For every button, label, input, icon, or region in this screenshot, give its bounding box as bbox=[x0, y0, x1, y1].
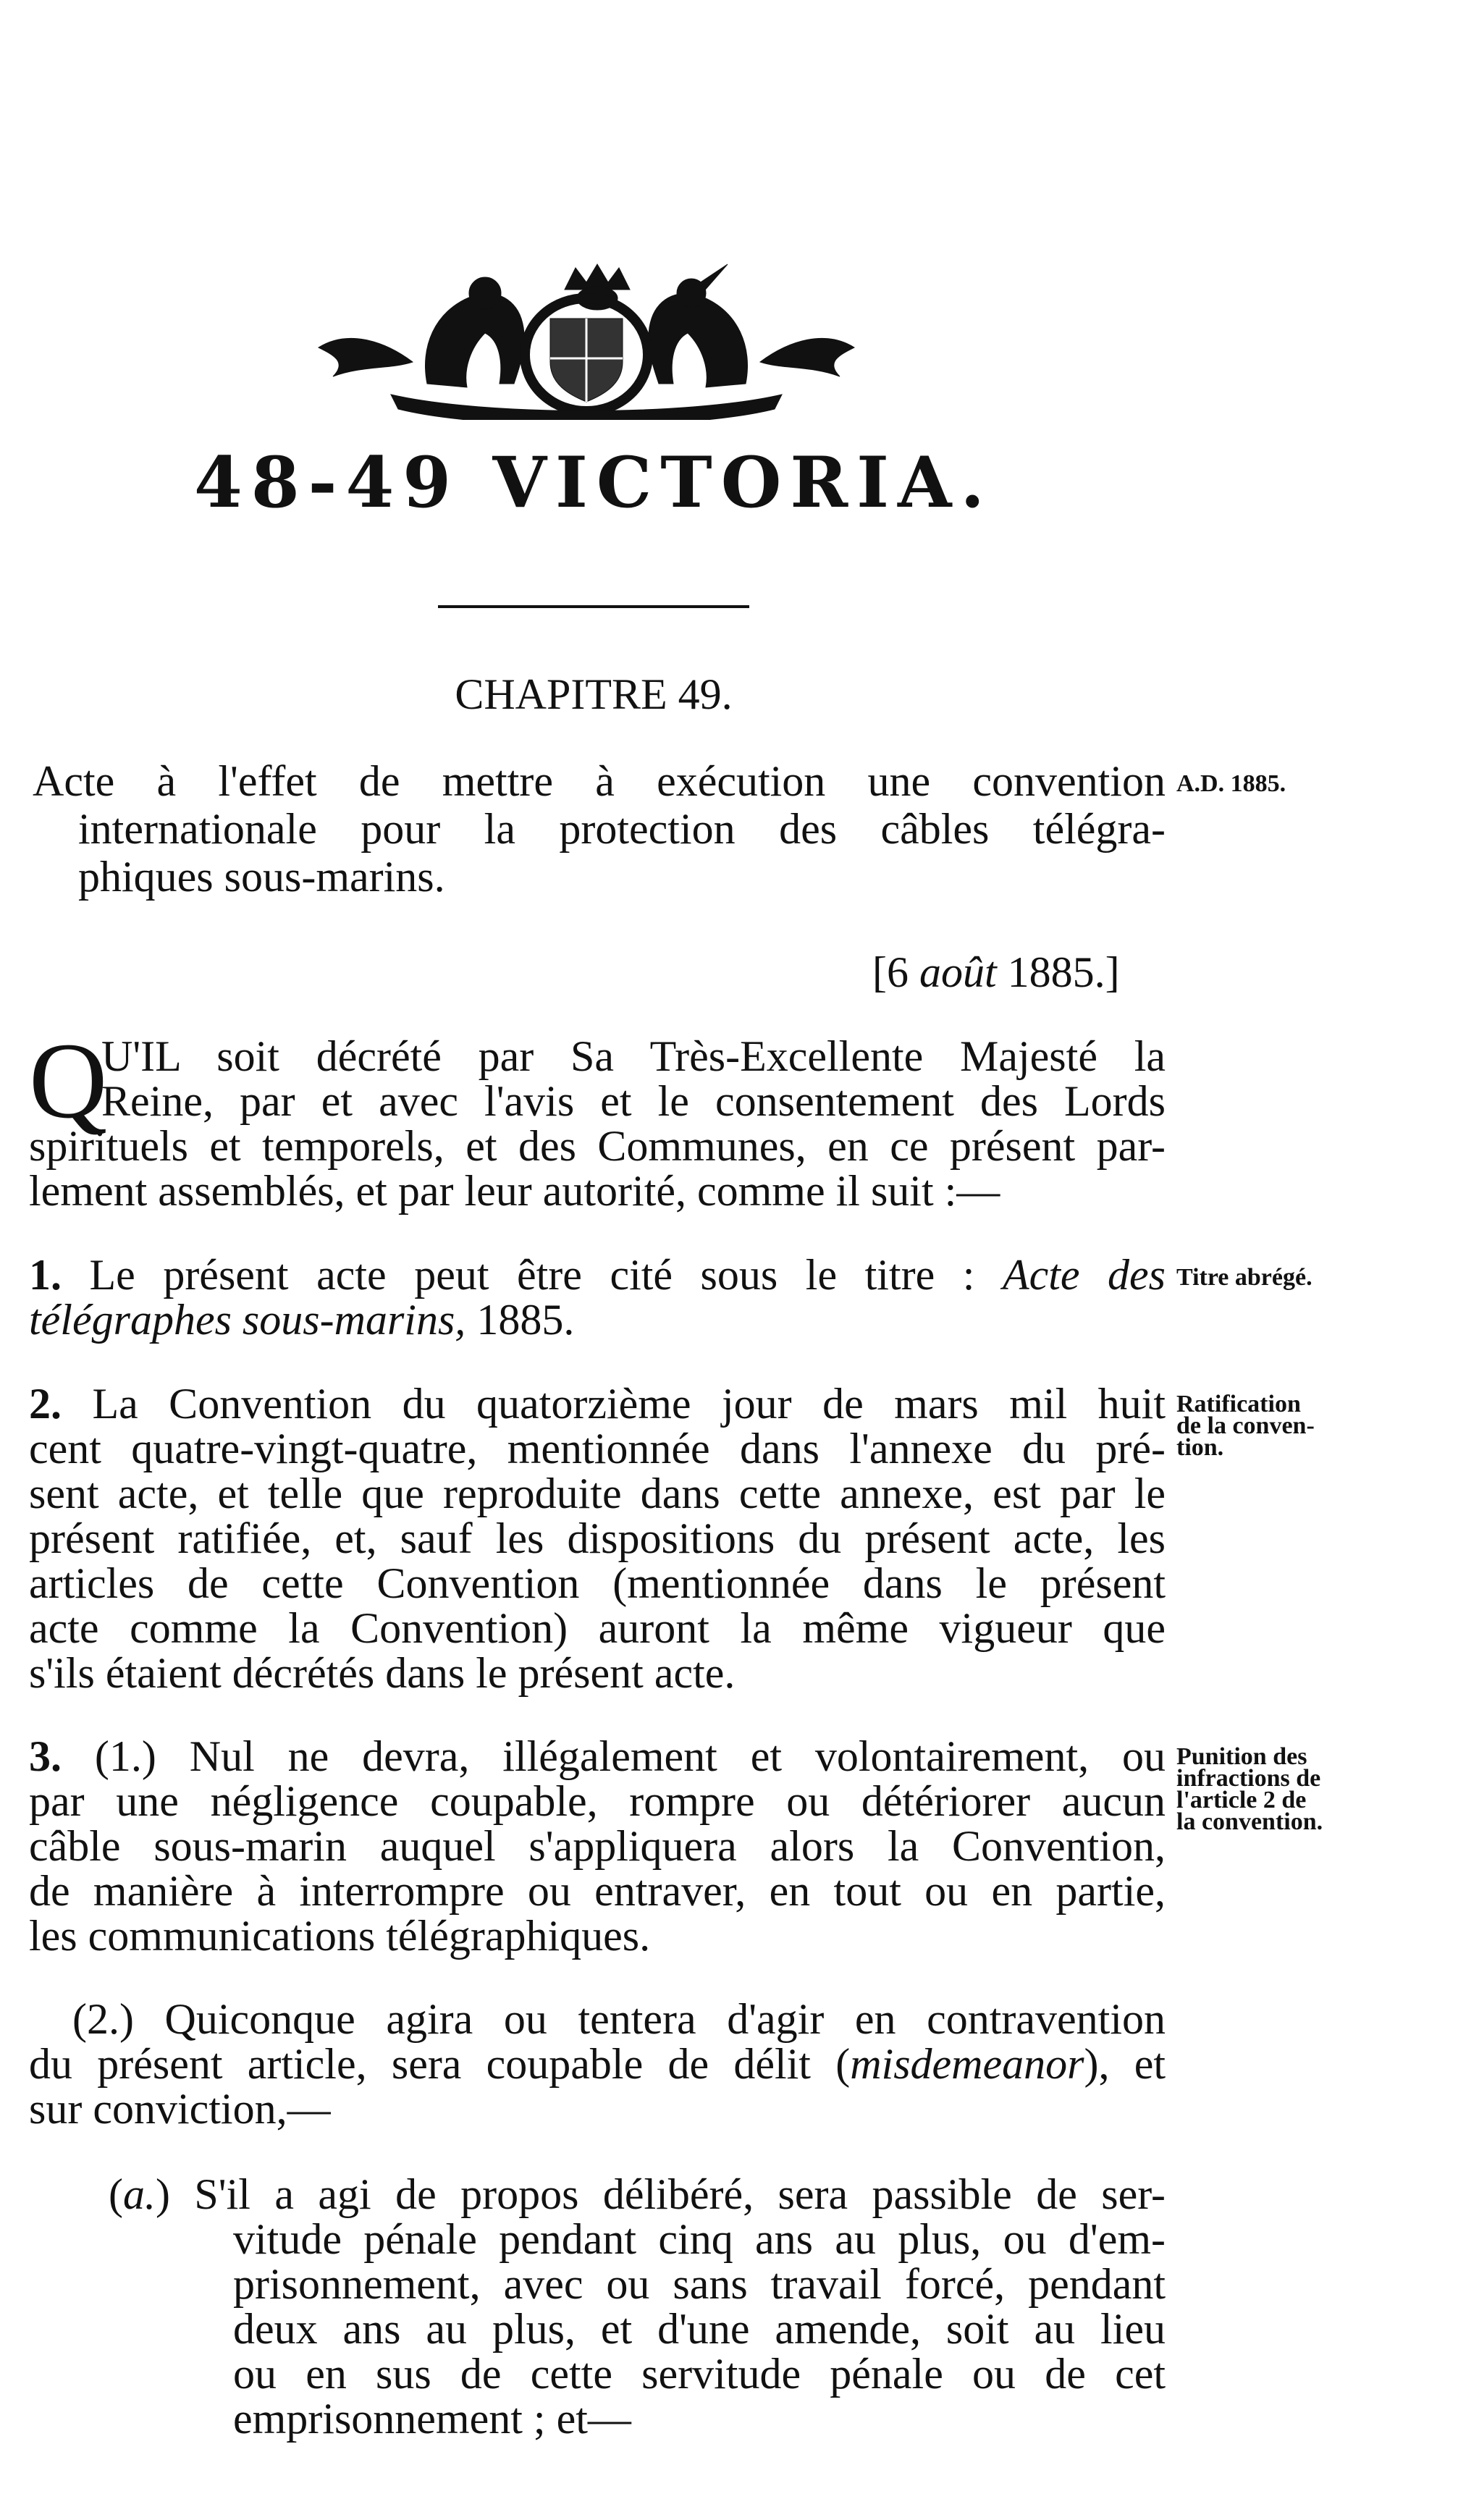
section-2-line-3: sent acte, et telle que reproduite dans cette annexe, est par le bbox=[29, 1470, 1166, 1517]
section-3-line-2: par une négligence coupable, rompre ou détériorer aucun bbox=[29, 1777, 1166, 1825]
section-3-line-4: de manière à interrompre ou entraver, en tout ou en partie, bbox=[29, 1867, 1166, 1915]
section-3-number: 3. bbox=[29, 1732, 62, 1780]
section-3-2a-line-4: deux ans au plus, et d'une amende, soit au lieu bbox=[233, 2305, 1166, 2353]
clause-label: (a.) bbox=[109, 2170, 170, 2218]
margin-note-punishment: Punition des infractions de l'article 2 de la convention. bbox=[1176, 1743, 1323, 1835]
royal-coat-of-arms-icon bbox=[304, 261, 869, 420]
enacting-line-1: U'IL soit décrété par Sa Très-Excellente Majesté la bbox=[101, 1032, 1166, 1080]
margin-note-ratification: Ratification de la conven- tion. bbox=[1176, 1391, 1315, 1461]
assent-date bbox=[872, 950, 1120, 995]
date-rest: 1885.] bbox=[996, 948, 1120, 996]
title-divider bbox=[438, 605, 749, 608]
drop-cap: Q bbox=[29, 1021, 108, 1141]
enacting-line-3: spirituels et temporels, et des Communes, en ce présent par- bbox=[29, 1122, 1166, 1170]
margin-note-ad-year: A.D. 1885. bbox=[1176, 770, 1286, 797]
date-open: [6 bbox=[872, 948, 919, 996]
preamble-line-3: phiques sous-marins. bbox=[78, 853, 445, 901]
section-3-2-line-3: sur conviction,— bbox=[29, 2085, 331, 2133]
section-3-line-3: câble sous-marin auquel s'appliquera alors la Convention, bbox=[29, 1822, 1166, 1870]
act-title: 48-49 VICTORIA. bbox=[194, 442, 993, 523]
section-3-2a-line-5: ou en sus de cette servitude pénale ou de cet bbox=[233, 2350, 1166, 2398]
section-3-2a-line-2: vitude pénale pendant cinq ans au plus, ou d'em- bbox=[233, 2215, 1166, 2263]
section-3-line-1: 3. (1.) Nul ne devra, illégalement et volontairement, ou bbox=[29, 1732, 1166, 1780]
section-3-2a-line-6: emprisonnement ; et— bbox=[233, 2395, 631, 2443]
section-3-2a-line-1: (a.) S'il a agi de propos délibéré, sera passible de ser- bbox=[109, 2170, 1166, 2218]
section-1-line-2: télégraphes sous-marins, 1885. bbox=[29, 1296, 575, 1344]
section-1-line-1: 1. Le présent acte peut être cité sous le titre : Acte des bbox=[29, 1251, 1166, 1299]
chapter-heading: CHAPITRE 49. bbox=[455, 670, 733, 718]
section-1-number: 1. bbox=[29, 1251, 62, 1299]
section-2-line-4: présent ratifiée, et, sauf les dispositions du présent acte, les bbox=[29, 1514, 1166, 1562]
enacting-line-2: Reine, par et avec l'avis et le consentement des Lords bbox=[101, 1077, 1166, 1125]
section-3-line-5: les communications télégraphiques. bbox=[29, 1912, 651, 1960]
section-2-line-7: s'ils étaient décrétés dans le présent acte. bbox=[29, 1649, 736, 1697]
preamble-line-1: Acte à l'effet de mettre à exécution une convention bbox=[33, 757, 1166, 805]
section-2-line-5: articles de cette Convention (mentionnée dans le présent bbox=[29, 1559, 1166, 1607]
section-3-2a-line-3: prisonnement, avec ou sans travail forcé, pendant bbox=[233, 2260, 1166, 2308]
preamble-line-2: internationale pour la protection des câbles télégra- bbox=[78, 805, 1166, 853]
section-2-line-2: cent quatre-vingt-quatre, mentionnée dans l'annexe du pré- bbox=[29, 1425, 1166, 1472]
date-month: août bbox=[919, 948, 997, 996]
section-2-line-6: acte comme la Convention) auront la même vigueur que bbox=[29, 1604, 1166, 1652]
section-2-line-1: 2. La Convention du quatorzième jour de mars mil huit bbox=[29, 1380, 1166, 1428]
section-2-number: 2. bbox=[29, 1380, 62, 1428]
section-3-2-line-2: du présent article, sera coupable de délit (misdemeanor), et bbox=[29, 2040, 1166, 2088]
section-3-2-line-1: (2.) Quiconque agira ou tentera d'agir en contravention bbox=[72, 1995, 1166, 2043]
enacting-line-4: lement assemblés, et par leur autorité, comme il suit :— bbox=[29, 1167, 1000, 1215]
margin-note-short-title: Titre abrégé. bbox=[1176, 1264, 1312, 1291]
